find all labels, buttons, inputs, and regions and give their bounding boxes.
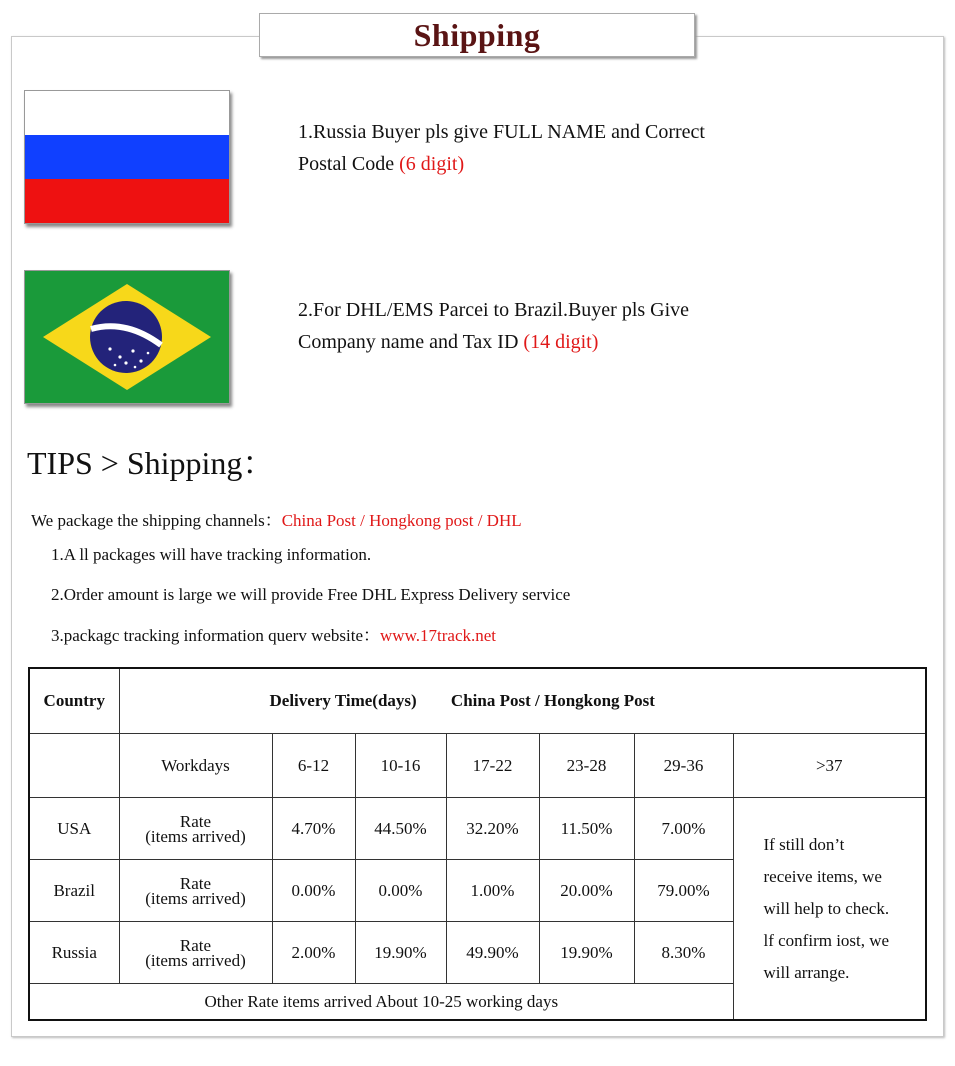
range-cell: 29-36 xyxy=(634,734,733,798)
rate-value: 32.20% xyxy=(446,798,539,860)
range-cell: 23-28 xyxy=(539,734,634,798)
rate-value: 19.90% xyxy=(355,922,446,984)
brazil-note-line2: Company name and Tax ID (14 digit) xyxy=(298,331,599,353)
table-row xyxy=(29,798,926,860)
country-cell: Russia xyxy=(29,922,119,984)
country-header: Country xyxy=(29,668,119,734)
title-banner xyxy=(259,13,695,57)
brazil-note-line1: 2.For DHL/EMS Parcei to Brazil.Buyer pls Give xyxy=(298,299,690,321)
tax-id-digit-highlight: (14 digit) xyxy=(523,331,599,353)
channels-value: China Post / Hongkong post / DHL xyxy=(281,511,522,530)
russia-note-line2: Postal Code (6 digit) xyxy=(298,153,465,175)
help-note: If still don’t receive items, we will help to check. lf confirm iost, we will arrange. xyxy=(733,798,926,1021)
brazil-flag-icon xyxy=(24,270,230,404)
rate-value: 0.00% xyxy=(355,860,446,922)
rate-value: 49.90% xyxy=(446,922,539,984)
delivery-rate-table xyxy=(28,667,927,1021)
delivery-time-header: Delivery Time(days) China Post / Hongkong Post xyxy=(119,668,926,734)
range-cell: 17-22 xyxy=(446,734,539,798)
tip-item: 1.A ll packages will have tracking information. xyxy=(51,545,372,564)
tip-item: 2.Order amount is large we will provide Free DHL Express Delivery service xyxy=(51,585,571,604)
russia-flag-icon xyxy=(24,90,230,224)
rate-label: Rate (items arrived) xyxy=(119,860,272,922)
brazil-note xyxy=(298,294,689,358)
rate-value: 7.00% xyxy=(634,798,733,860)
tracking-line: 3.packagc tracking information querv website：www.17track.net xyxy=(51,626,497,645)
rate-value: 20.00% xyxy=(539,860,634,922)
rate-value: 4.70% xyxy=(272,798,355,860)
postal-digit-highlight: (6 digit) xyxy=(399,153,465,175)
empty-cell xyxy=(29,734,119,798)
rate-label: Rate (items arrived) xyxy=(119,798,272,860)
rate-label: Rate (items arrived) xyxy=(119,922,272,984)
rate-value: 2.00% xyxy=(272,922,355,984)
page-title: Shipping xyxy=(413,16,541,53)
carrier-header: China Post / Hongkong Post xyxy=(450,691,655,710)
rate-value: 0.00% xyxy=(272,860,355,922)
rate-value: 8.30% xyxy=(634,922,733,984)
range-cell: 6-12 xyxy=(272,734,355,798)
rate-value: 79.00% xyxy=(634,860,733,922)
range-cell: >37 xyxy=(733,734,926,798)
rate-value: 44.50% xyxy=(355,798,446,860)
rate-value: 19.90% xyxy=(539,922,634,984)
country-cell: USA xyxy=(29,798,119,860)
rate-value: 1.00% xyxy=(446,860,539,922)
table-footer: Other Rate items arrived About 10-25 working days xyxy=(29,984,733,1021)
tips-heading: TIPS > Shipping： xyxy=(27,445,275,481)
workdays-label: Workdays xyxy=(119,734,272,798)
russia-note xyxy=(298,116,705,180)
russia-note-line1: 1.Russia Buyer pls give FULL NAME and Correct xyxy=(298,121,705,143)
range-cell: 10-16 xyxy=(355,734,446,798)
rate-value: 11.50% xyxy=(539,798,634,860)
tracking-link[interactable]: www.17track.net xyxy=(380,626,497,645)
channels-line: We package the shipping channels：China Post / Hongkong post / DHL xyxy=(31,511,522,530)
country-cell: Brazil xyxy=(29,860,119,922)
